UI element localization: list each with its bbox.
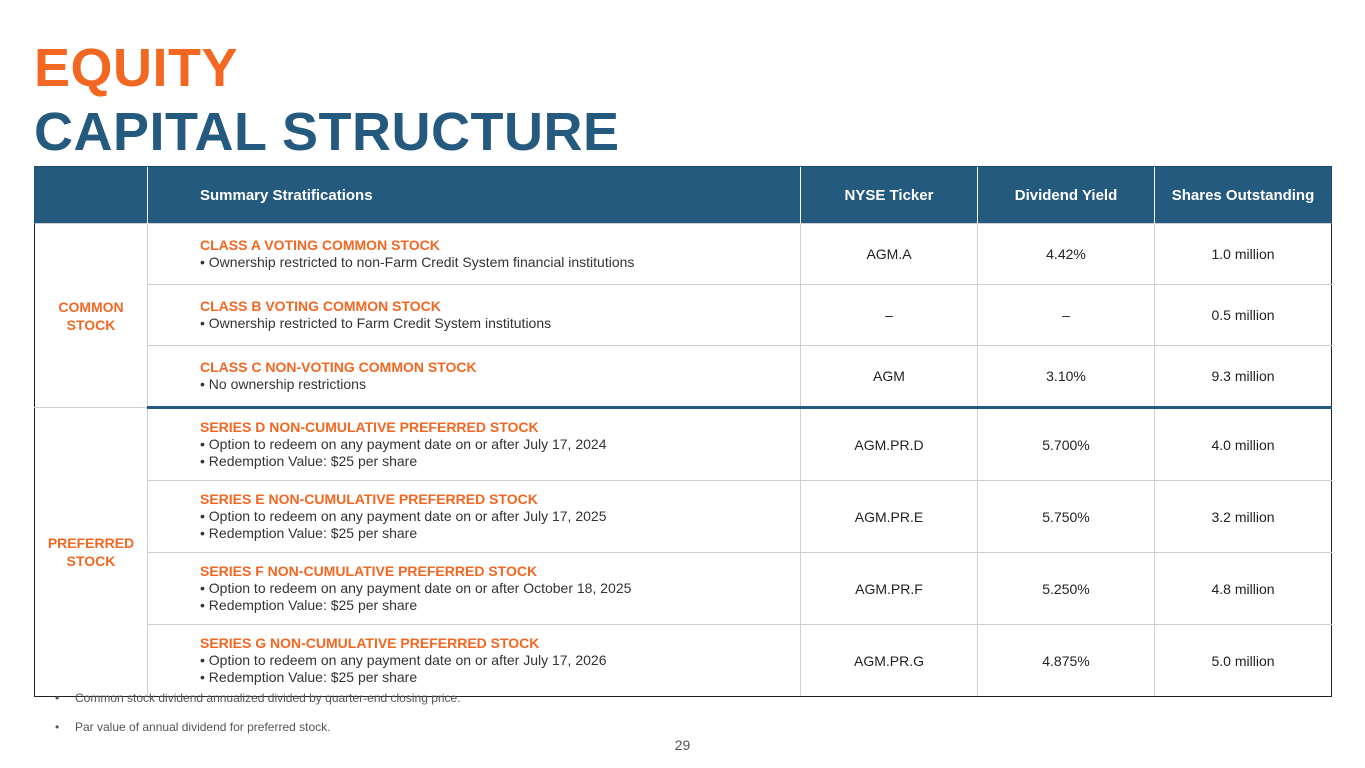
stock-bullet: • Option to redeem on any payment date on or after July 17, 2026 [200, 652, 607, 668]
yield-cell: – [978, 285, 1155, 346]
stock-class-name: SERIES E NON-CUMULATIVE PREFERRED STOCK [200, 491, 538, 507]
shares-cell: 0.5 million [1155, 285, 1332, 346]
table-row [35, 481, 1332, 553]
capital-structure-table [34, 166, 1332, 697]
group-label-text: COMMON STOCK [58, 298, 124, 333]
yield-cell: 3.10% [978, 346, 1155, 408]
stock-class-name: CLASS A VOTING COMMON STOCK [200, 237, 440, 253]
stock-description [148, 285, 801, 346]
stock-bullet: • Redemption Value: $25 per share [200, 669, 418, 685]
stock-bullet: • No ownership restrictions [200, 376, 366, 392]
stock-bullet: • Option to redeem on any payment date on or after October 18, 2025 [200, 580, 632, 596]
stock-bullet: • Redemption Value: $25 per share [200, 525, 418, 541]
table-row [35, 553, 1332, 625]
header-group-cell [35, 167, 148, 224]
stock-description [148, 625, 801, 697]
footnote-text: Common stock dividend annualized divided by quarter-end closing price. [75, 691, 461, 705]
stock-description [148, 408, 801, 481]
stock-description [148, 224, 801, 285]
stock-class-name: SERIES G NON-CUMULATIVE PREFERRED STOCK [200, 635, 540, 651]
group-label-text: PREFERRED STOCK [47, 535, 135, 569]
ticker-cell: AGM.PR.D [801, 408, 978, 481]
header-nyse-ticker: NYSE Ticker [801, 167, 978, 224]
shares-cell: 9.3 million [1155, 346, 1332, 408]
table-row [35, 625, 1332, 697]
yield-cell: 5.700% [978, 408, 1155, 481]
stock-bullet: • Redemption Value: $25 per share [200, 453, 418, 469]
shares-cell: 4.0 million [1155, 408, 1332, 481]
group-label-common-stock [35, 224, 148, 408]
group-label-preferred-stock [35, 408, 148, 697]
header-summary-stratifications: Summary Stratifications [148, 167, 801, 224]
stock-bullet: • Option to redeem on any payment date on or after July 17, 2025 [200, 508, 607, 524]
ticker-cell: AGM.PR.F [801, 553, 978, 625]
header-dividend-yield: Dividend Yield [978, 167, 1155, 224]
shares-cell: 4.8 million [1155, 553, 1332, 625]
stock-class-name: SERIES F NON-CUMULATIVE PREFERRED STOCK [200, 563, 538, 579]
yield-cell: 4.42% [978, 224, 1155, 285]
ticker-cell: AGM.PR.G [801, 625, 978, 697]
stock-class-name: CLASS C NON-VOTING COMMON STOCK [200, 359, 477, 375]
ticker-cell: AGM.PR.E [801, 481, 978, 553]
header-shares-outstanding: Shares Outstanding [1155, 167, 1332, 224]
footnote-bullet: • [55, 720, 60, 734]
yield-cell: 4.875% [978, 625, 1155, 697]
table-row [35, 408, 1332, 481]
footnote-text: Par value of annual dividend for preferred stock. [75, 720, 331, 734]
stock-bullet: • Redemption Value: $25 per share [200, 597, 418, 613]
table-row [35, 285, 1332, 346]
table-row [35, 346, 1332, 408]
stock-bullet: • Ownership restricted to non-Farm Credit System financial institutions [200, 254, 635, 270]
shares-cell: 5.0 million [1155, 625, 1332, 697]
ticker-cell: – [801, 285, 978, 346]
table-row [35, 224, 1332, 285]
stock-description [148, 481, 801, 553]
ticker-cell: AGM.A [801, 224, 978, 285]
yield-cell: 5.250% [978, 553, 1155, 625]
footnote-item [55, 690, 461, 711]
footnote-bullet: • [55, 691, 60, 705]
stock-description [148, 346, 801, 408]
stock-bullet: • Option to redeem on any payment date on or after July 17, 2024 [200, 436, 607, 452]
shares-cell: 3.2 million [1155, 481, 1332, 553]
shares-cell: 1.0 million [1155, 224, 1332, 285]
page-title-equity: EQUITY [34, 38, 239, 98]
stock-bullet: • Ownership restricted to Farm Credit System institutions [200, 315, 552, 331]
page-title-capital-structure: CAPITAL STRUCTURE [34, 102, 620, 162]
yield-cell: 5.750% [978, 481, 1155, 553]
header-row [35, 167, 1332, 224]
stock-class-name: CLASS B VOTING COMMON STOCK [200, 298, 441, 314]
page-number: 29 [674, 737, 691, 753]
stock-description [148, 553, 801, 625]
stock-class-name: SERIES D NON-CUMULATIVE PREFERRED STOCK [200, 419, 539, 435]
ticker-cell: AGM [801, 346, 978, 408]
